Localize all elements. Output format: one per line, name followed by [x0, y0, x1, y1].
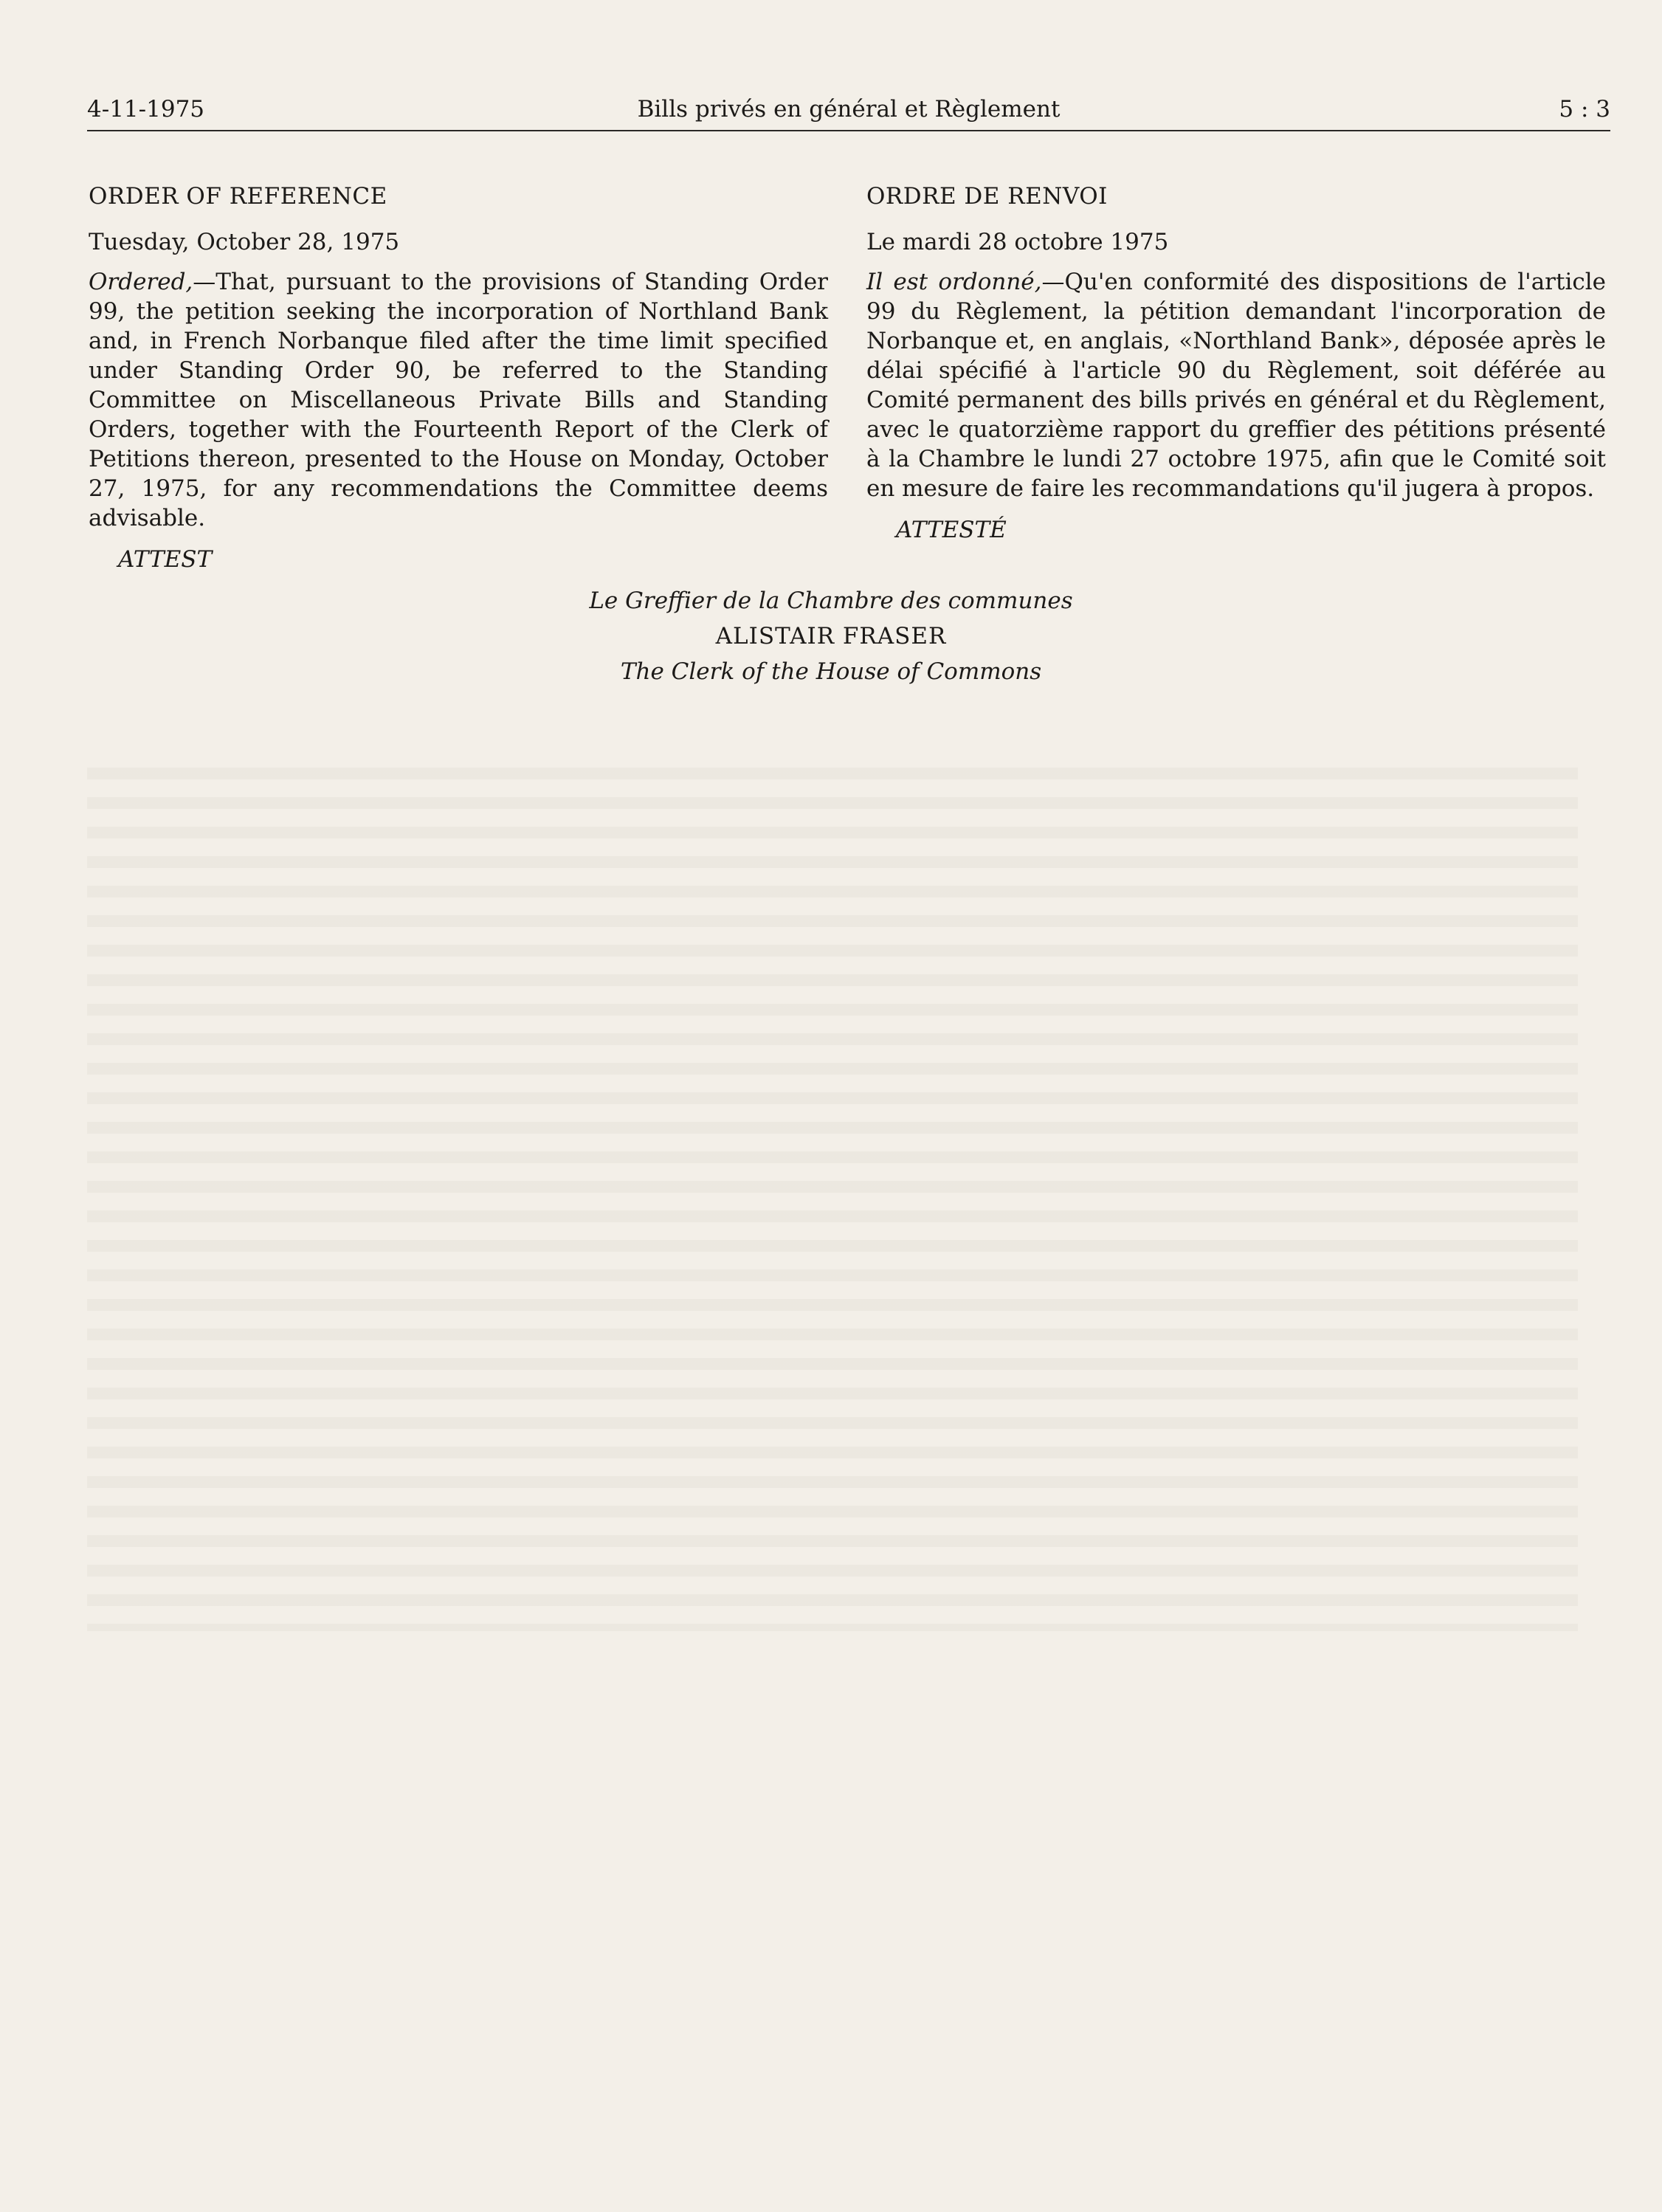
signature-name: ALISTAIR FRASER — [715, 623, 947, 650]
page-header — [87, 94, 1610, 131]
header-page-number: 5 : 3 — [1559, 96, 1610, 123]
english-order-body: —That, pursuant to the provisions of Standing Order 99, the petition seeking the incorporation of Northland Bank and, in French Norbanque filed after the time limit specified under Standing Order 90, be referred to the Standing Committee on Miscellaneous Private Bills and Standing Orders, together with the Fourteenth Report of the Clerk of Petitions thereon, presented to the House on Monday, October 27, 1975, for any recommendations the Committee deems advisable. — [89, 269, 828, 531]
english-order-lead: Ordered, — [89, 269, 193, 295]
french-date: Le mardi 28 octobre 1975 — [866, 229, 1169, 255]
english-date: Tuesday, October 28, 1975 — [89, 229, 400, 255]
signature-block — [0, 583, 1662, 689]
french-attest: ATTESTÉ — [896, 517, 1007, 543]
bleed-through-texture — [87, 760, 1578, 1631]
french-order-text — [866, 267, 1606, 503]
english-order-text — [89, 267, 828, 533]
header-date: 4-11-1975 — [87, 96, 205, 123]
english-heading: ORDER OF REFERENCE — [89, 183, 387, 210]
french-heading: ORDRE DE RENVOI — [866, 183, 1108, 210]
french-column — [866, 180, 1606, 546]
signature-english-title: The Clerk of the House of Commons — [620, 658, 1042, 685]
signature-french-title: Le Greffier de la Chambre des communes — [589, 588, 1073, 614]
english-attest: ATTEST — [118, 546, 213, 573]
english-column — [89, 180, 828, 576]
french-order-body: —Qu'en conformité des dispositions de l'article 99 du Règlement, la pétition demandant l'incorporation de Norbanque et, en anglais, «Northland Bank», déposée après le délai spécifié à l'article 90 du Règlement, soit déférée au Comité permanent des bills privés en général et du Règlement, avec le quatorzième rapport du greffier des pétitions présenté à la Chambre le lundi 27 octobre 1975, afin que le Comité soit en mesure de faire les recommandations qu'il jugera à propos. — [866, 269, 1606, 502]
header-title: Bills privés en général et Règlement — [637, 96, 1061, 123]
french-order-lead: Il est ordonné, — [866, 269, 1042, 295]
